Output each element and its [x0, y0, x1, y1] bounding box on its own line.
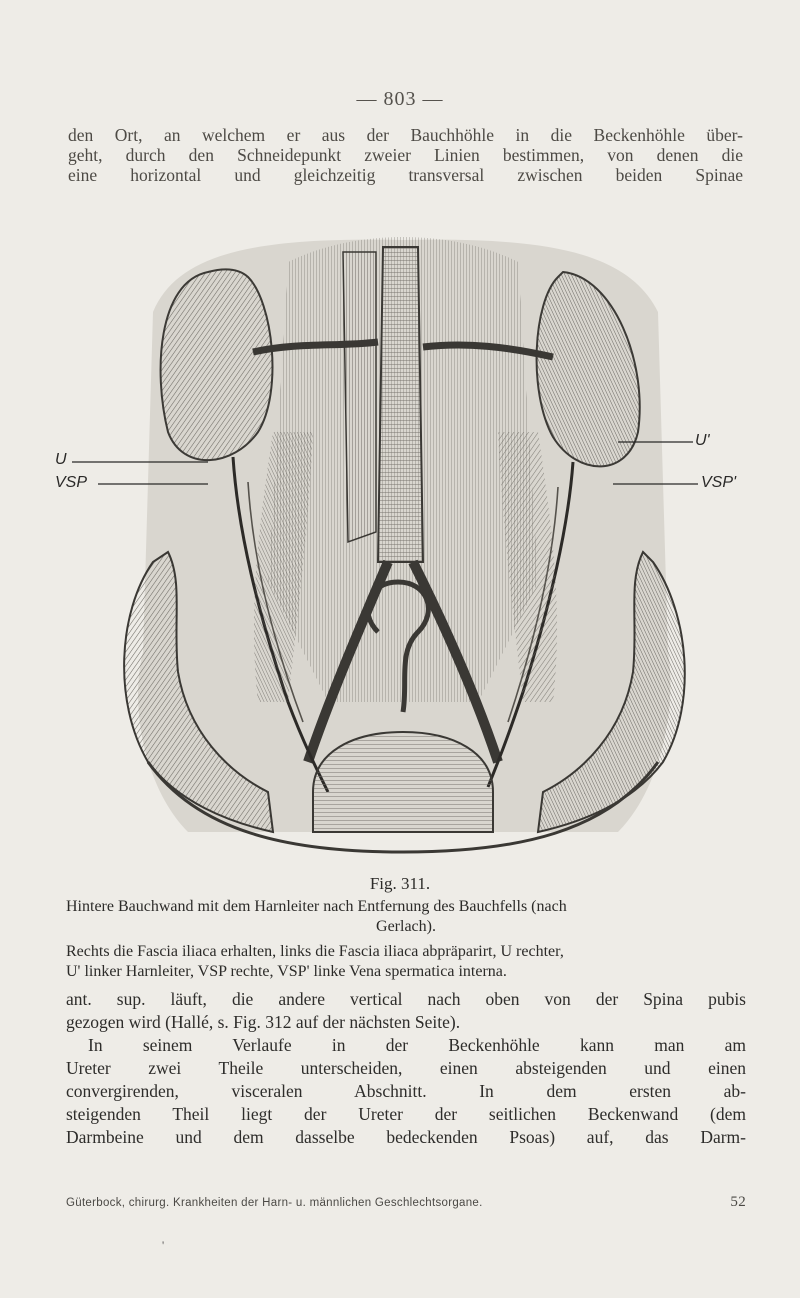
label-vsp-left: VSP [55, 474, 88, 491]
figure-caption-title: Fig. 311. [369, 874, 431, 893]
label-u-right: U' [695, 432, 710, 449]
body-paragraph [66, 988, 746, 1149]
text-line: Ureter zwei Theile unterscheiden, einen absteigenden und einen [66, 1058, 746, 1078]
caption-line: Rechts die Fascia iliaca erhalten, links die Fascia iliaca abpräparirt, U rechter, [66, 943, 564, 960]
bladder [313, 732, 493, 832]
kidney-left [161, 269, 273, 460]
anatomical-illustration [55, 232, 748, 862]
footer-text: Güterbock, chirurg. Krankheiten der Harn- u. männlichen Geschlechtsorgane. [66, 1197, 483, 1209]
text-line: convergirenden, visceralen Abschnitt. In dem ersten ab- [66, 1081, 746, 1101]
text-line: steigenden Theil liegt der Ureter der seitlichen Beckenwand (dem [66, 1104, 746, 1124]
text-line: Darmbeine und dem dasselbe bedeckenden Psoas) auf, das Darm- [66, 1127, 746, 1147]
text-line: In seinem Verlaufe in der Beckenhöhle kann man am [88, 1035, 746, 1055]
caption-line: U' linker Harnleiter, VSP rechte, VSP' linke Vena spermatica interna. [66, 963, 507, 980]
text-line: geht, durch den Schneidepunkt zweier Linien bestimmen, von denen die [68, 145, 743, 165]
caption-line: Gerlach). [376, 918, 436, 935]
top-paragraph [68, 125, 743, 185]
text-line: gezogen wird (Hallé, s. Fig. 312 auf der nächsten Seite). [66, 1012, 461, 1032]
anatomy-drawing [58, 232, 748, 862]
stray-mark: ' [162, 1238, 165, 1252]
label-vsp-right: VSP' [701, 474, 737, 491]
text-line: den Ort, an welchem er aus der Bauchhöhle in die Beckenhöhle über- [68, 125, 743, 145]
page-footer [66, 1194, 746, 1210]
text-line: ant. sup. läuft, die andere vertical nach oben von der Spina pubis [66, 989, 746, 1009]
label-u-left: U [55, 451, 67, 468]
signature-mark: 52 [730, 1194, 746, 1210]
caption-line: Hintere Bauchwand mit dem Harnleiter nach Entfernung des Bauchfells (nach [66, 898, 567, 915]
text-line: eine horizontal und gleichzeitig transversal zwischen beiden Spinae [68, 165, 743, 185]
page-number: — 803 — [356, 88, 444, 110]
